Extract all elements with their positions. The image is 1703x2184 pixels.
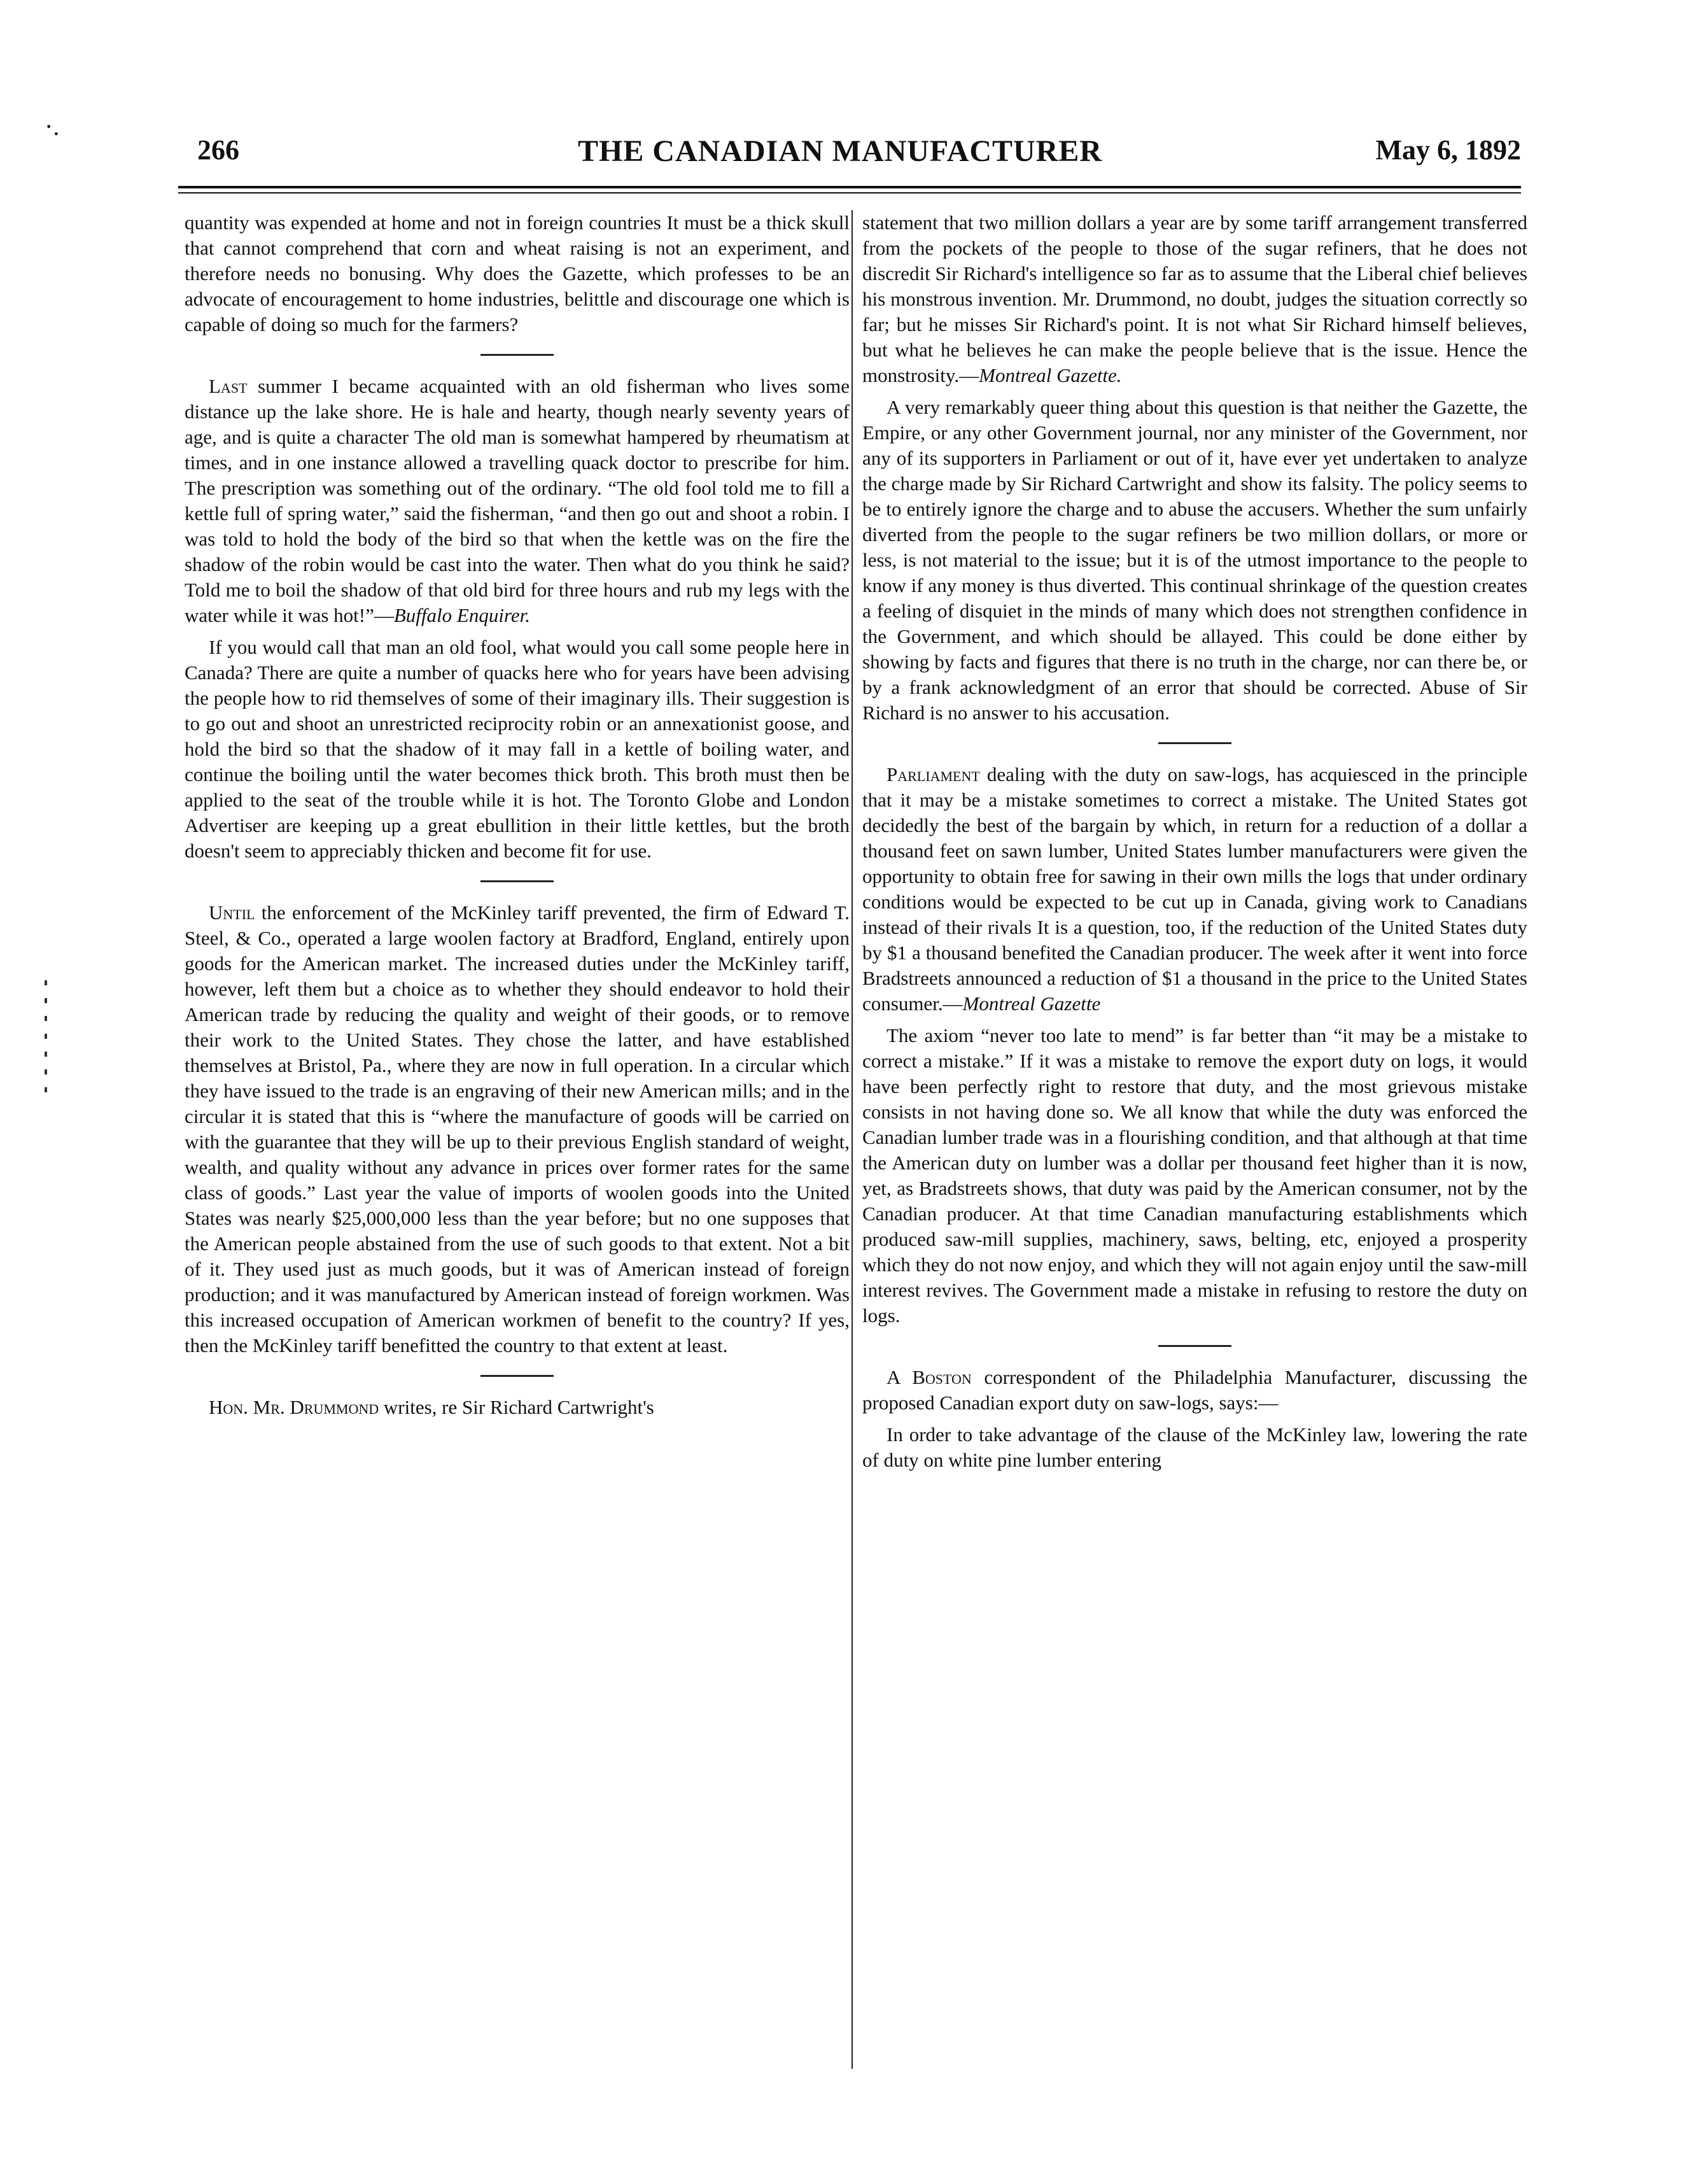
lead-word: Hon. Mr. Drummond <box>209 1396 379 1418</box>
lead-word: Last <box>209 375 248 397</box>
paragraph-axiom: The axiom “never too late to mend” is far better than “it may be a mistake to correct a mistake.” If it was a mistake to remove the export duty on logs, it would have been perfectly right to restore that duty, and the most grievous mistake consists in not having done so. We all know that while the duty was enforced the Canadian lumber trade was in a flourishing condition, and that although at that time the American duty on lumber was a dollar per thousand feet higher than it is now, yet, as Bradstreets shows, that duty was paid by the American consumer, not by the Canadian producer. At that time Canadian manufacturing establishments which produced saw-mill supplies, machinery, saws, belting, etc, enjoyed a prosperity which they do not now enjoy, and which they will not again enjoy until the saw-mill interest revives. The Government made a mistake in refusing to restore the duty on logs. <box>862 1024 1527 1327</box>
paragraph-saw-logs <box>862 762 1527 1017</box>
source-citation: Montreal Gazette <box>962 992 1101 1015</box>
paragraph-quacks: If you would call that man an old fool, what would you call some people here in Canada? There are quite a number of quacks here who for years have been advising the people how to rid themselves of some of their imaginary ills. Their suggestion is to go out and shoot an unrestricted reciprocity robin or an annexationist goose, and hold the bird so that the shadow of it may fall in a kettle of boiling water, and continue the boiling until the water becomes thick broth. This broth must then be applied to the seat of the trouble while it is hot. The Toronto Globe and London Advertiser are keeping up a great ebullition in their little kettles, but the broth doesn't seem to appreciably thicken and become fit for use. <box>185 636 850 862</box>
paragraph-mckinley-clause: In order to take advantage of the clause of the McKinley law, lowering the rate of duty on white pine lumber entering <box>862 1423 1527 1471</box>
section-separator <box>480 354 554 356</box>
header-rule-thin <box>178 192 1521 194</box>
publication-title: THE CANADIAN MANUFACTURER <box>577 134 1103 168</box>
right-column <box>862 210 1527 1479</box>
lead-word: Parliament <box>887 763 980 786</box>
paragraph-body: correspondent of the Philadelphia Manufacturer, discussing the proposed Canadian export duty on saw-logs, says:— <box>862 1366 1527 1414</box>
section-separator <box>480 1375 554 1377</box>
page-number: 266 <box>197 134 239 166</box>
paragraph-boston <box>862 1365 1527 1416</box>
source-citation: Buffalo Enquirer. <box>393 604 530 626</box>
left-column <box>185 210 850 1427</box>
margin-dots <box>45 980 47 1095</box>
paragraph-sugar-refiners <box>862 210 1527 388</box>
page-header <box>159 121 1521 172</box>
section-separator <box>480 880 554 882</box>
paragraph-corn-wheat: quantity was expended at home and not in foreign countries It must be a thick skull that cannot comprehend that corn and wheat raising is not an experiment, and therefore needs no bonusing. Why does the Gazette, which professes to be an advocate of encouragement to home industries, belittle and discourage one which is capable of doing so much for the farmers? <box>185 211 850 335</box>
paragraph-body: summer I became acquainted with an old fisherman who lives some distance up the lake shore. He is hale and hearty, though nearly seventy years of age, and is quite a character The old man is somewhat hampered by rheumatism at times, and in one instance allowed a travelling quack doctor to prescribe for him. The prescription was something out of the ordinary. “The old fool told me to fill a kettle full of spring water,” said the fisherman, “and then go out and shoot a robin. I was told to hold the body of the bird so that when the kettle was on the fire the shadow of the robin would be cast into the water. Then what do you think he said? Told me to boil the shadow of that old bird for three hours and rub my legs with the water while it was hot!”— <box>185 375 850 626</box>
paragraph-body: writes, re Sir Richard Cartwright's <box>379 1396 654 1418</box>
paragraph-drummond <box>185 1395 850 1420</box>
section-separator <box>1158 742 1231 744</box>
paragraph-queer-thing: A very remarkably queer thing about this question is that neither the Gazette, the Empire, or any other Government journal, nor any minister of the Government, nor any of its supporters in Parliament or out of it, have ever yet undertaken to analyze the charge made by Sir Richard Cartwright and show its falsity. The policy seems to be to entirely ignore the charge and to abuse the accusers. Whether the sum unfairly diverted from the people to the sugar refiners be two million dollars, or more or less, is not material to the issue; but it is of the utmost importance to the people to know if any money is thus diverted. This continual shrinkage of the question creates a feeling of disquiet in the minds of many which does not strengthen confidence in the Government, and which should be allayed. This could be done either by showing by facts and figures that there is no truth in the charge, nor can there be, or by a frank acknowledgment of an error that should be corrected. Abuse of Sir Richard is no answer to his accusation. <box>862 396 1527 724</box>
lead-word: Until <box>209 901 255 924</box>
paragraph-mckinley-tariff <box>185 900 850 1358</box>
header-rule-thick <box>178 186 1521 188</box>
column-divider <box>852 210 853 2069</box>
paragraph-fisherman <box>185 374 850 628</box>
source-citation: Montreal Gazette. <box>979 364 1122 386</box>
margin-mark: ·. <box>45 112 60 141</box>
lead-word: A Boston <box>887 1366 972 1388</box>
paragraph-body: the enforcement of the McKinley tariff prevented, the firm of Edward T. Steel, & Co., operated a large woolen factory at Bradford, England, entirely upon goods for the American market. The increased duties under the McKinley tariff, however, left them but a choice as to whether they should endeavor to hold their American trade by reducing the quality and weight of their goods, or to remove their work to the United States. They chose the latter, and have established themselves at Bristol, Pa., where they are now in full operation. In a circular which they have issued to the trade is an engraving of their new American mills; and in the circular it is stated that this is “where the manufacture of goods will be carried on with the guarantee that they will be up to their previous English standard of weight, wealth, and quality without any advance in prices over former rates for the same class of goods.” Last year the value of imports of woolen goods into the United States was nearly $25,000,000 less than the year before; but no one supposes that the American people abstained from the use of such goods to that extent. Not a bit of it. They used just as much goods, but it was of American instead of foreign production; and it was manufactured by American instead of foreign workmen. Was this increased occupation of American workmen of benefit to the country? If yes, then the McKinley tariff benefitted the country to that extent at least. <box>185 901 850 1356</box>
issue-date: May 6, 1892 <box>1375 134 1521 166</box>
paragraph-body: statement that two million dollars a year are by some tariff arrangement transferred from the pockets of the people to those of the sugar refiners, that he does not discredit Sir Richard's intelligence so far as to assume that the Liberal chief believes his monstrous invention. Mr. Drummond, no doubt, judges the situation correctly so far; but he misses Sir Richard's point. It is not what Sir Richard himself believes, but what he believes he can make the people believe that is the issue. Hence the monstrosity.— <box>862 211 1527 386</box>
paragraph-body: dealing with the duty on saw-logs, has acquiesced in the principle that it may be a mistake sometimes to correct a mistake. The United States got decidedly the best of the bargain by which, in return for a reduction of a dollar a thousand feet on sawn lumber, United States lumber manufacturers were given the opportunity to obtain free for sawing in their own mills the logs that under ordinary conditions would be expected to be cut up in Canada, giving work to Canadians instead of their rivals It is a question, too, if the reduction of the United States duty by $1 a thousand benefited the Canadian producer. The week after it went into force Bradstreets announced a reduction of $1 a thousand in the price to the United States consumer.— <box>862 763 1527 1015</box>
section-separator <box>1158 1345 1231 1347</box>
